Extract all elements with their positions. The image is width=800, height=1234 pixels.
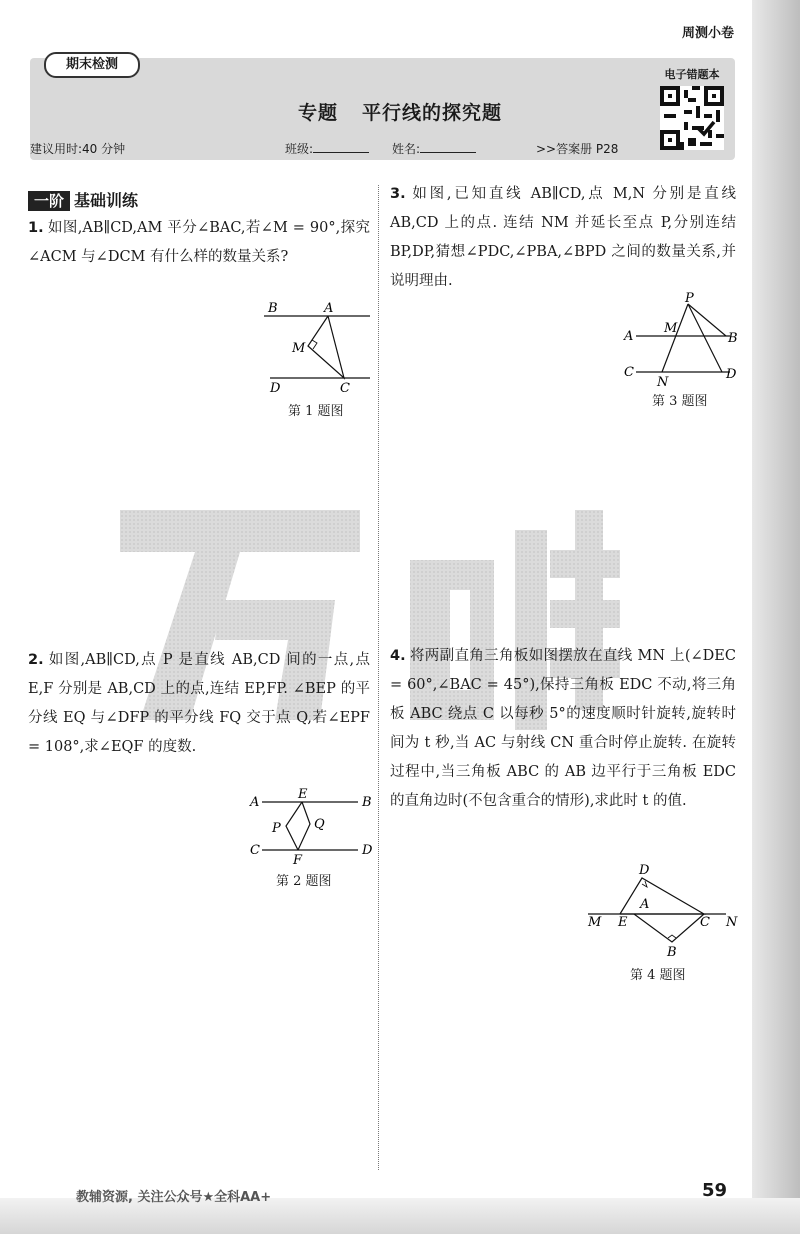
label-D: D	[362, 843, 373, 858]
label-D: D	[726, 367, 737, 382]
figure-2-caption: 第 2 题图	[276, 874, 332, 889]
label-D: D	[270, 381, 281, 396]
footer-promo: 教辅资源, 关注公众号★全科AA+	[76, 1190, 272, 1205]
class-label: 班级:	[285, 142, 314, 156]
problem-text: 如图,AB∥CD,点 P 是直线 AB,CD 间的一点,点 E,F 分别是 AB,CD 上的点,连结 EP,FP. ∠BEP 的平分线 EQ 与∠DFP 的平分线 FQ 交于点 Q,若∠EPF = 108°,求∠EQF 的度数.	[28, 652, 370, 755]
page-edge-shadow	[752, 0, 800, 1234]
label-P: P	[272, 821, 281, 836]
corner-label: 周测小卷	[682, 26, 735, 41]
answer-reference: >>答案册 P28	[536, 142, 619, 156]
problem-text: 如图,已知直线 AB∥CD,点 M,N 分别是直线 AB,CD 上的点. 连结 NM 并延长至点 P,分别连结 BP,DP,猜想∠PDC,∠PBA,∠BPD 之间的数量关系,并说明理由.	[390, 186, 736, 289]
label-B: B	[362, 795, 372, 810]
name-field	[392, 140, 476, 157]
problem-1	[28, 214, 370, 272]
figure-2	[248, 786, 378, 866]
label-A: A	[324, 301, 334, 316]
qr-label: 电子错题本	[664, 68, 720, 81]
figure-1	[264, 296, 374, 400]
label-A: A	[250, 795, 260, 810]
name-label: 姓名:	[392, 142, 421, 156]
section-title: 基础训练	[74, 191, 139, 210]
problem-number: 3.	[390, 186, 406, 202]
figure-3-caption: 第 3 题图	[652, 394, 708, 409]
class-blank	[313, 142, 369, 153]
problem-text: 如图,AB∥CD,AM 平分∠BAC,若∠M = 90°,探究∠ACM 与∠DCM 有什么样的数量关系?	[28, 220, 370, 265]
label-A: A	[624, 329, 634, 344]
time-label: 建议用时:40 分钟	[30, 142, 126, 156]
column-divider	[378, 185, 379, 1170]
section-header	[28, 188, 138, 211]
page-title	[180, 98, 620, 125]
section-tag: 期末检测	[44, 52, 140, 78]
page-number: 59	[702, 1180, 728, 1201]
label-B: B	[667, 945, 677, 958]
label-Q: Q	[314, 817, 325, 832]
label-M: M	[292, 341, 306, 356]
label-N: N	[657, 375, 669, 388]
name-blank	[420, 142, 476, 153]
label-M: M	[664, 321, 678, 336]
problem-text: 将两副直角三角板如图摆放在直线 MN 上(∠DEC = 60°,∠BAC = 45°),保持三角板 EDC 不动,将三角板 ABC 绕点 C 以每秒 5°的速度顺时针旋转,旋转时间为 t 秒,当 AC 与射线 CN 重合时停止旋转. 在旋转过程中,当三角板 ABC 的 AB 边平行于三角板 EDC 的直角边时(不包含重合的情形),求此时 t 的值.	[390, 648, 736, 809]
label-N: N	[726, 915, 738, 930]
label-P: P	[685, 292, 694, 306]
label-E: E	[298, 787, 308, 802]
label-B: B	[728, 331, 738, 346]
label-C: C	[700, 915, 710, 930]
label-C: C	[250, 843, 260, 858]
label-A: A	[640, 897, 650, 912]
problem-3	[390, 180, 736, 296]
figure-3	[622, 292, 742, 388]
label-C: C	[624, 365, 634, 380]
label-E: E	[618, 915, 628, 930]
problem-4	[390, 642, 736, 816]
figure-1-caption: 第 1 题图	[288, 404, 344, 419]
label-B: B	[268, 301, 278, 316]
figure-4	[584, 862, 744, 958]
problem-number: 4.	[390, 648, 406, 664]
label-M: M	[588, 915, 602, 930]
label-F: F	[293, 853, 303, 866]
problem-number: 2.	[28, 652, 44, 668]
qr-code-icon[interactable]	[660, 86, 724, 150]
label-D: D	[639, 863, 650, 878]
label-C: C	[340, 381, 350, 396]
problem-2	[28, 646, 370, 762]
section-badge: 一阶	[28, 191, 70, 211]
figure-4-caption: 第 4 题图	[630, 968, 686, 983]
class-field	[285, 140, 369, 157]
title-main: 平行线的探究题	[362, 102, 503, 124]
problem-number: 1.	[28, 220, 44, 236]
title-prefix: 专题	[297, 102, 338, 124]
